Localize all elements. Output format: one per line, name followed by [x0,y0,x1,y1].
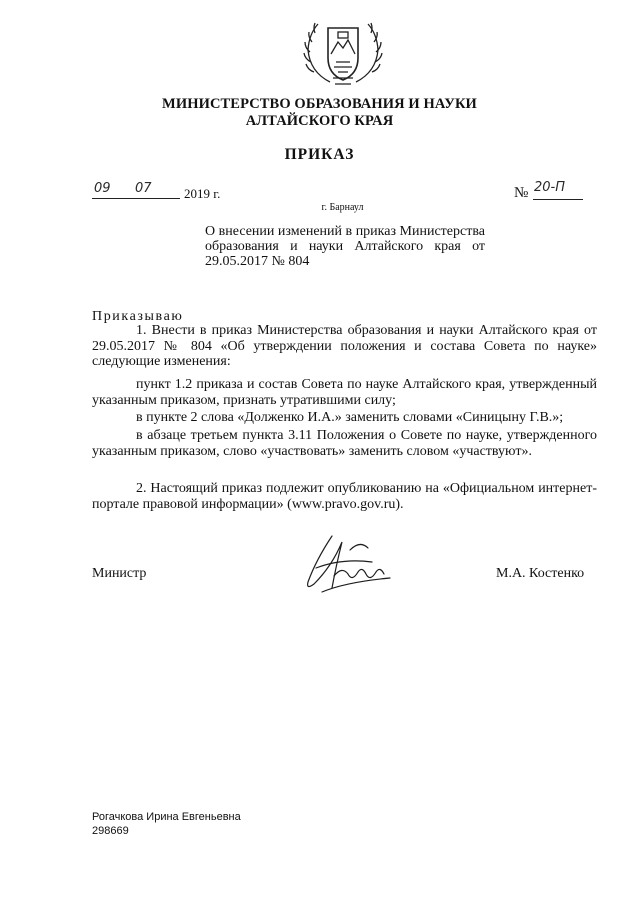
date-year: 2019 г. [184,186,221,201]
paragraph-4: в абзаце третьем пункта 3.11 Положения о Совете по науке, утвержденного указанным приказом, слово «участвовать» заменить словом «участвуют». [92,428,597,459]
date-day: 09 [94,181,111,196]
executor-phone: 298669 [92,825,129,837]
paragraph-1: 1. Внести в приказ Министерства образования и науки Алтайского края от 29.05.2017 № 804 «Об утверждении положения и состава Совета по науке» следующие изменения: [92,323,597,369]
signatory-position: Министр [92,566,147,581]
document-type-title: ПРИКАЗ [284,146,355,163]
ministry-name-line-1: МИНИСТЕРСТВО ОБРАЗОВАНИЯ И НАУКИ [162,96,477,112]
order-number-underline [533,199,583,200]
handwritten-signature-icon [302,532,394,602]
order-number-label: № [514,185,529,201]
ministry-name-line-2: АЛТАЙСКОГО КРАЯ [245,113,394,129]
executor-name: Рогачкова Ирина Евгеньевна [92,811,241,823]
paragraph-3: в пункте 2 слова «Долженко И.А.» заменить словами «Синицыну Г.В.»; [136,410,564,425]
order-subject: О внесении изменений в приказ Министерства образования и науки Алтайского края от 29.05.2017 № 804 [205,224,485,269]
date-month: 07 [135,181,152,196]
altai-krai-coat-of-arms-icon [300,12,386,92]
city: г. Барнаул [321,202,364,213]
paragraph-5: 2. Настоящий приказ подлежит опубликованию на «Официальном интернет-портале правовой информации» (www.pravo.gov.ru). [92,481,597,512]
date-underline [92,198,180,199]
order-number-value: 20-П [534,180,566,195]
preamble: Приказываю [92,309,184,324]
paragraph-2: пункт 1.2 приказа и состав Совета по науке Алтайского края, утвержденный указанным приказом, признать утратившими силу; [92,377,597,408]
signatory-name: М.А. Костенко [496,566,585,581]
